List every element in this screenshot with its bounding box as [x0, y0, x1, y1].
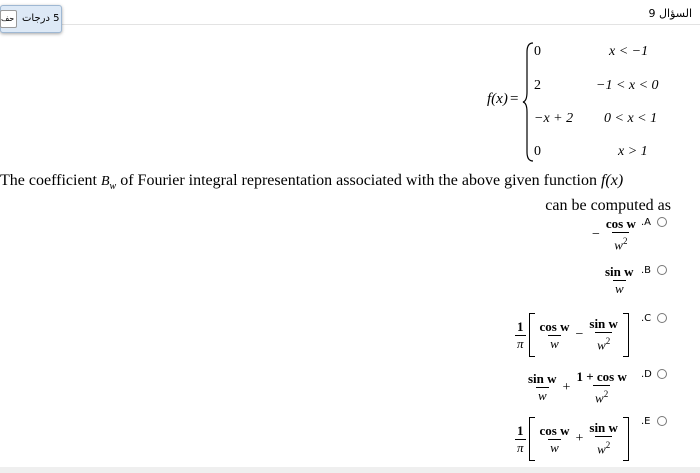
option-d-formula: $\frac{\text{sin w}}{w}$ + $\frac{\text{1 + cos w}}{w^2}$	[528, 369, 627, 406]
question-text-line2: can be computed as	[545, 197, 671, 214]
coefficient-symbol: $B_w$	[100, 174, 117, 192]
function-name: f(x)	[487, 91, 508, 107]
option-a-formula: − $\frac{\text{cos w}}{w^2}$	[592, 216, 636, 253]
case-condition-1: x < −1	[609, 44, 649, 59]
points-label: 5 درجات	[22, 13, 60, 24]
equals-sign: =	[510, 91, 519, 107]
option-c-radio[interactable]	[657, 313, 667, 323]
flag-question-button[interactable]: حف	[0, 10, 17, 28]
option-b-formula: $\frac{\text{sin w}}{w}$	[605, 264, 634, 296]
option-e-label: .E	[641, 416, 651, 427]
option-d-radio[interactable]	[657, 369, 667, 379]
question-text	[0, 172, 623, 192]
case-condition-2: −1 < x < 0	[596, 78, 659, 93]
question-number: السؤال 9	[648, 7, 692, 20]
option-a-label: .A	[641, 217, 652, 228]
option-c-formula: $\frac{1}{\pi}$ $\frac{\text{cos w}}{w}$ − $\frac{\text{sin w}}{w^2}$	[515, 313, 632, 357]
case-value-4: 0	[534, 144, 541, 159]
question-header	[0, 0, 700, 25]
option-e-formula: $\frac{1}{\pi}$ $\frac{\text{cos w}}{w}$ + $\frac{\text{sin w}}{w^2}$	[515, 417, 632, 461]
option-e-radio[interactable]	[657, 416, 667, 426]
option-d-label: .D	[641, 369, 652, 380]
left-brace	[522, 42, 534, 162]
case-condition-3: 0 < x < 1	[604, 111, 658, 126]
case-condition-4: x > 1	[618, 144, 648, 159]
case-value-2: 2	[534, 78, 541, 93]
question-text-after: of Fourier integral representation associated with the above given function	[120, 172, 597, 189]
option-a-radio[interactable]	[657, 217, 667, 227]
case-value-1: 0	[534, 44, 541, 59]
case-value-3: −x + 2	[534, 111, 574, 126]
option-b-radio[interactable]	[657, 265, 667, 275]
function-reference: f(x)	[600, 172, 624, 189]
footer-divider	[0, 467, 700, 473]
question-text-before: The coefficient	[0, 172, 97, 189]
option-b-label: .B	[641, 265, 652, 276]
option-c-label: .C	[641, 313, 652, 324]
points-box	[0, 5, 62, 33]
